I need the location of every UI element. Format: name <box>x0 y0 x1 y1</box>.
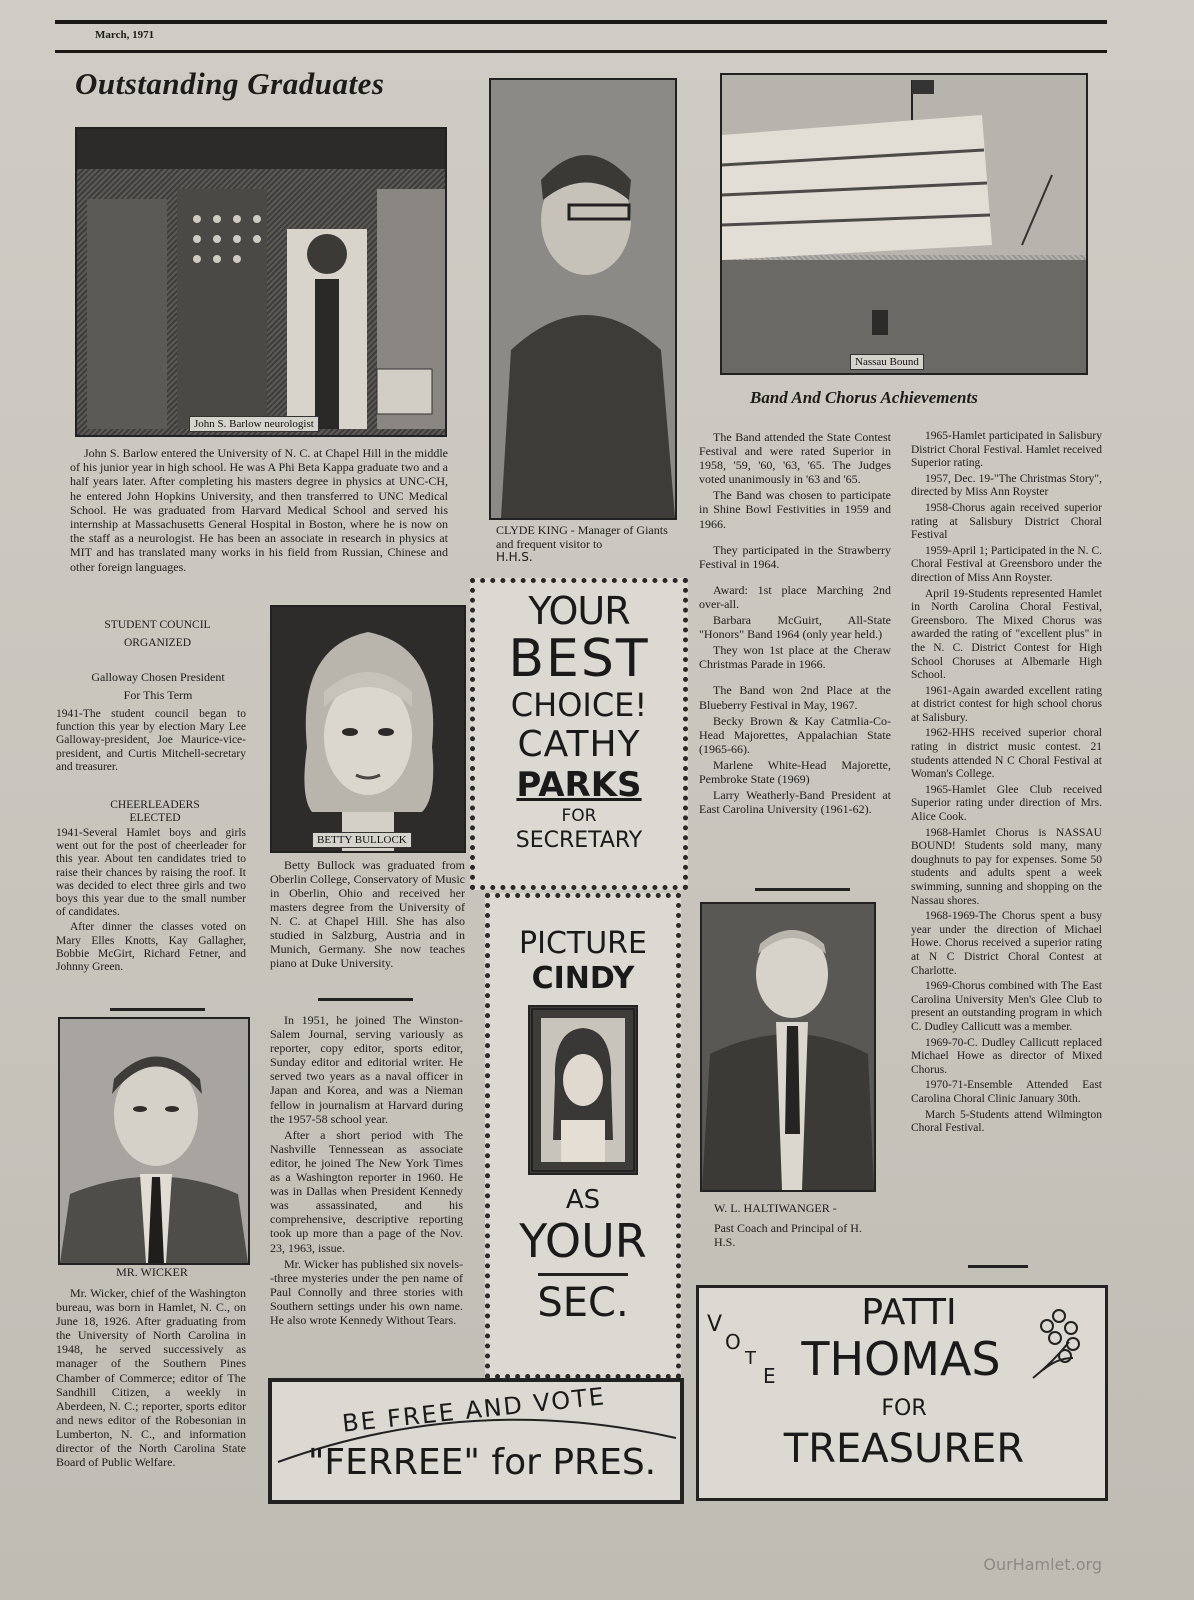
cheerleaders-head-line1: CHEERLEADERS <box>110 799 200 811</box>
page-title: Outstanding Graduates <box>75 66 385 101</box>
cindy-ad <box>485 893 681 1379</box>
band-col1-p4: Barbara McGuirt, All-State "Honors" Band 1964 (only year held.) <box>699 613 891 642</box>
band-col1-p8: Marlene White-Head Majorette, Pembroke State (1969) <box>699 757 891 786</box>
band-col2-p2: 1958-Chorus again received superior rating at Salisbury District Choral Festival <box>911 501 1102 542</box>
cindy-ad-line4: YOUR <box>519 1214 647 1268</box>
vote-letter-e: E <box>763 1364 776 1388</box>
band-col1-p7: Becky Brown & Kay Catmlia-Co-Head Majorettes, Appalachian State (1965-66). <box>699 713 891 756</box>
flower-icon <box>1029 1302 1089 1382</box>
cathy-ad-line4: CATHY <box>517 724 641 765</box>
cindy-portrait-frame <box>528 1005 638 1175</box>
band-col2-p9: 1968-1969-The Chorus spent a busy year under the direction of Michael Howe. Chorus received a superior rating at N C District Choral Contest at Charlotte. <box>911 910 1102 977</box>
section-divider <box>110 1008 205 1011</box>
king-caption-text: CLYDE KING - Manager of Giants and frequent visitor to <box>496 523 668 551</box>
header-rule <box>55 50 1107 53</box>
ferree-ad-line2: "FERREE" for PRES. <box>307 1442 657 1483</box>
haltiwanger-caption <box>714 1201 884 1249</box>
band-col2-p8: 1968-Hamlet Chorus is NASSAU BOUND! Students sold many, many doughnuts to pay for expenses. Some 50 students and adults spent a week swimming, sunning and shopping on the Nassau shores. <box>911 826 1102 907</box>
student-council-subheading <box>58 670 258 702</box>
ferree-ad <box>268 1378 684 1504</box>
vote-letter-o: O <box>725 1330 741 1354</box>
cheerleaders-p2: After dinner the classes voted on Mary Elles Knotts, Kay Gallagher, Bobbie McGirt, Richard Fetner, and Johnny Green. <box>56 921 246 974</box>
cathy-ad-line5: PARKS <box>516 765 642 805</box>
haltiwanger-title: Past Coach and Principal of H. H.S. <box>714 1221 862 1249</box>
patti-thomas-ad <box>696 1285 1108 1501</box>
portrait-illustration <box>702 904 874 1190</box>
cathy-ad-line6: FOR <box>561 806 597 826</box>
portrait-illustration <box>272 607 464 851</box>
wicker-article-part1 <box>56 1286 246 1471</box>
band-col2-p4: April 19-Students represented Hamlet in North Carolina Choral Festival, Greensboro. The Mixed Chorus was awarded the rating of "excellent plus" in the N. C. District Contest for High School Choruses at Albemarle High School. <box>911 587 1102 682</box>
wicker-photo-caption: MR. WICKER <box>116 1265 188 1279</box>
vote-letter-v: V <box>707 1312 723 1337</box>
cathy-ad-line3: CHOICE! <box>510 686 648 724</box>
cheerleaders-p1: 1941-Several Hamlet boys and girls went out for the post of cheerleader for this year. About ten candidates tried to raise their chances by raising the roof. It was decided to elect three girls and two boys this year due to the small number of candidates. <box>56 827 246 919</box>
bullock-article <box>270 858 465 972</box>
cheerleaders-article <box>56 827 246 976</box>
wicker-p1: Mr. Wicker, chief of the Washington bureau, was born in Hamlet, N. C., on June 18, 1926. After graduating from the University of North Carolina in 1948, he served successively as manager of the Southern Pines Chamber of Commerce; editor of The Sandhill Citizen, a weekly in Aberdeen, N. C.; reporter, sports editor and news editor of the Robesonian in Lumberton, N. C., and information director of the North Carolina State Board of Public Welfare. <box>56 1286 246 1470</box>
cindy-ad-line5: SEC. <box>537 1280 629 1326</box>
cheerleaders-head-line2: ELECTED <box>129 812 181 824</box>
cindy-ad-line2: CINDY <box>531 961 635 996</box>
king-handwritten: H.H.S. <box>496 550 533 564</box>
student-council-heading <box>65 618 250 650</box>
cathy-ad-line2: BEST <box>508 629 650 689</box>
student-council-sub-line2: For This Term <box>123 688 193 702</box>
vote-letter-t: T <box>745 1348 756 1369</box>
band-col1-p0: The Band attended the State Contest Festival and were rated Superior in 1958, '59, '60, '63, '65. The Judges voted unanimously in '63 and '65. <box>699 430 891 487</box>
band-col1-p5: They won 1st place at the Cheraw Christmas Parade in 1966. <box>699 643 891 672</box>
patti-ad-line3: FOR <box>881 1396 927 1421</box>
cindy-portrait <box>533 1010 633 1170</box>
watermark: OurHamlet.org <box>983 1555 1102 1574</box>
band-col2-p5: 1961-Again awarded excellent rating at district contest for high school chorus at Salisbury. <box>911 684 1102 724</box>
wicker-photo <box>58 1017 250 1265</box>
band-col1-p3: Award: 1st place Marching 2nd over-all. <box>699 582 891 611</box>
bullock-photo-caption: BETTY BULLOCK <box>312 832 412 848</box>
section-divider <box>755 888 850 891</box>
ship-illustration <box>722 75 1086 373</box>
nassau-photo <box>720 73 1088 375</box>
band-col1-p9: Larry Weatherly-Band President at East Carolina University (1961-62). <box>699 788 891 817</box>
band-col2-p3: 1959-April 1; Participated in the N. C. Choral Festival at Greensboro under the direction of Miss Ann Royster. <box>911 544 1102 584</box>
band-column-1 <box>699 430 891 818</box>
top-rule <box>55 20 1107 24</box>
wicker-p3: After a short period with The Nashville Tennessean as associate editor, he joined The New York Times as a Washington reporter in 1960. He was in Dallas when President Kennedy was assassinated, and his comprehensive, descriptive reporting took up more than a page of the Nov. 23, 1963, issue. <box>270 1127 463 1255</box>
wicker-article-part2 <box>270 1013 463 1329</box>
band-col2-p11: 1969-70-C. Dudley Callicutt replaced Michael Howe as director of Mixed Chorus. <box>911 1036 1102 1076</box>
cindy-ad-line3: AS <box>565 1185 601 1215</box>
cathy-ad-line1: YOUR <box>528 589 630 633</box>
wicker-p4: Mr. Wicker has published six novels--three mysteries under the pen name of Paul Connolly and three stories with Southern settings under his own name. He also wrote Kennedy Without Tears. <box>270 1256 463 1327</box>
patti-ad-line1: PATTI <box>861 1292 957 1333</box>
haltiwanger-name: W. L. HALTIWANGER - <box>714 1201 837 1215</box>
cindy-ad-line1: PICTURE <box>519 926 647 961</box>
portrait-illustration <box>491 80 675 518</box>
ferree-ad-line1: BE FREE AND VOTE <box>340 1382 608 1438</box>
band-col1-p2: They participated in the Strawberry Festival in 1964. <box>699 542 891 571</box>
barlow-photo <box>75 127 447 437</box>
portrait-illustration <box>60 1019 248 1263</box>
haltiwanger-photo <box>700 902 876 1192</box>
band-col2-p10: 1969-Chorus combined with The East Carolina University Men's Glee Club to present an outstanding program in which C. Dudley Callicutt was a member. <box>911 980 1102 1033</box>
band-col2-p7: 1965-Hamlet Glee Club received Superior rating under direction of Mrs. Alice Cook. <box>911 783 1102 824</box>
chorus-column <box>911 430 1102 1138</box>
cheerleaders-heading <box>60 799 250 825</box>
band-col2-p13: March 5-Students attend Wilmington Choral Festival. <box>911 1108 1102 1135</box>
section-divider <box>968 1265 1028 1268</box>
student-council-head-line2: ORGANIZED <box>123 637 192 649</box>
cathy-ad-line7: SECRETARY <box>515 828 643 853</box>
bullock-photo <box>270 605 466 853</box>
king-photo <box>489 78 677 520</box>
patti-ad-line4: TREASURER <box>783 1426 1025 1472</box>
band-col2-p6: 1962-HHS received superior choral rating in district music contest. 21 students attended N C Choral Festival at Woman's College. <box>911 727 1102 781</box>
band-col2-p12: 1970-71-Ensemble Attended East Carolina Choral Clinic January 30th. <box>911 1079 1102 1105</box>
student-council-body: 1941-The student council began to function this year by election Mary Lee Galloway-president, Joe Maurice-vice-president, and Curtis Mitchell-secretary and treasurer. <box>56 708 246 773</box>
student-council-sub-line1: Galloway Chosen President <box>91 670 225 684</box>
band-col2-p1: 1957, Dec. 19-"The Christmas Story", directed by Miss Ann Royster <box>911 472 1102 499</box>
dateline: March, 1971 <box>95 29 155 41</box>
cindy-ad-rule <box>538 1273 628 1276</box>
band-col1-p1: The Band was chosen to participate in Shine Bowl Festivities in 1959 and 1966. <box>699 488 891 531</box>
vote-letters <box>707 1312 787 1392</box>
cathy-parks-ad <box>470 578 688 890</box>
band-col1-p6: The Band won 2nd Place at the Blueberry Festival in May, 1967. <box>699 683 891 712</box>
band-col2-p0: 1965-Hamlet participated in Salisbury District Choral Festival. Hamlet received Superior rating. <box>911 430 1102 470</box>
student-council-article <box>56 708 246 776</box>
nassau-photo-caption: Nassau Bound <box>850 354 924 370</box>
bullock-body: Betty Bullock was graduated from Oberlin College, Conservatory of Music in Oberlin, Ohio and received her masters degree from the University of N. C. at Chapel Hill. She has also studied in Salzburg, Austria and in Munich, Germany. She now teaches piano at Duke University. <box>270 858 465 970</box>
barlow-body: John S. Barlow entered the University of N. C. at Chapel Hill in the middle of his junior year in high school. He was A Phi Beta Kappa graduate two and a half years later. After completing his masters degree in physics at UNC-CH, he entered John Hopkins University, and then transferred to UNC Medical School. He was graduated from Harvard Medical School and served his internship at Massachusetts General Hospital in Boston, where he is now on the staff as a neurologist. He has been an associate in research in physics at MIT and has translated many works in his field from Russian, Chinese and other foreign languages. <box>70 446 448 574</box>
wicker-p2: In 1951, he joined The Winston-Salem Journal, serving variously as reporter, copy editor, sports editor, Sunday editor and editorial writer. He served two years as a naval officer in Japan and Korea, and was a Nieman fellow in journalism at Harvard during the 1957-58 school year. <box>270 1013 463 1126</box>
barlow-article <box>70 446 448 576</box>
band-section-title: Band And Chorus Achievements <box>750 388 978 407</box>
patti-ad-line2: THOMAS <box>801 1332 1001 1386</box>
student-council-head-line1: STUDENT COUNCIL <box>104 619 211 631</box>
king-caption <box>496 523 676 564</box>
lab-equipment-illustration <box>77 129 445 435</box>
barlow-photo-caption: John S. Barlow neurologist <box>189 416 319 432</box>
section-divider <box>318 998 413 1001</box>
